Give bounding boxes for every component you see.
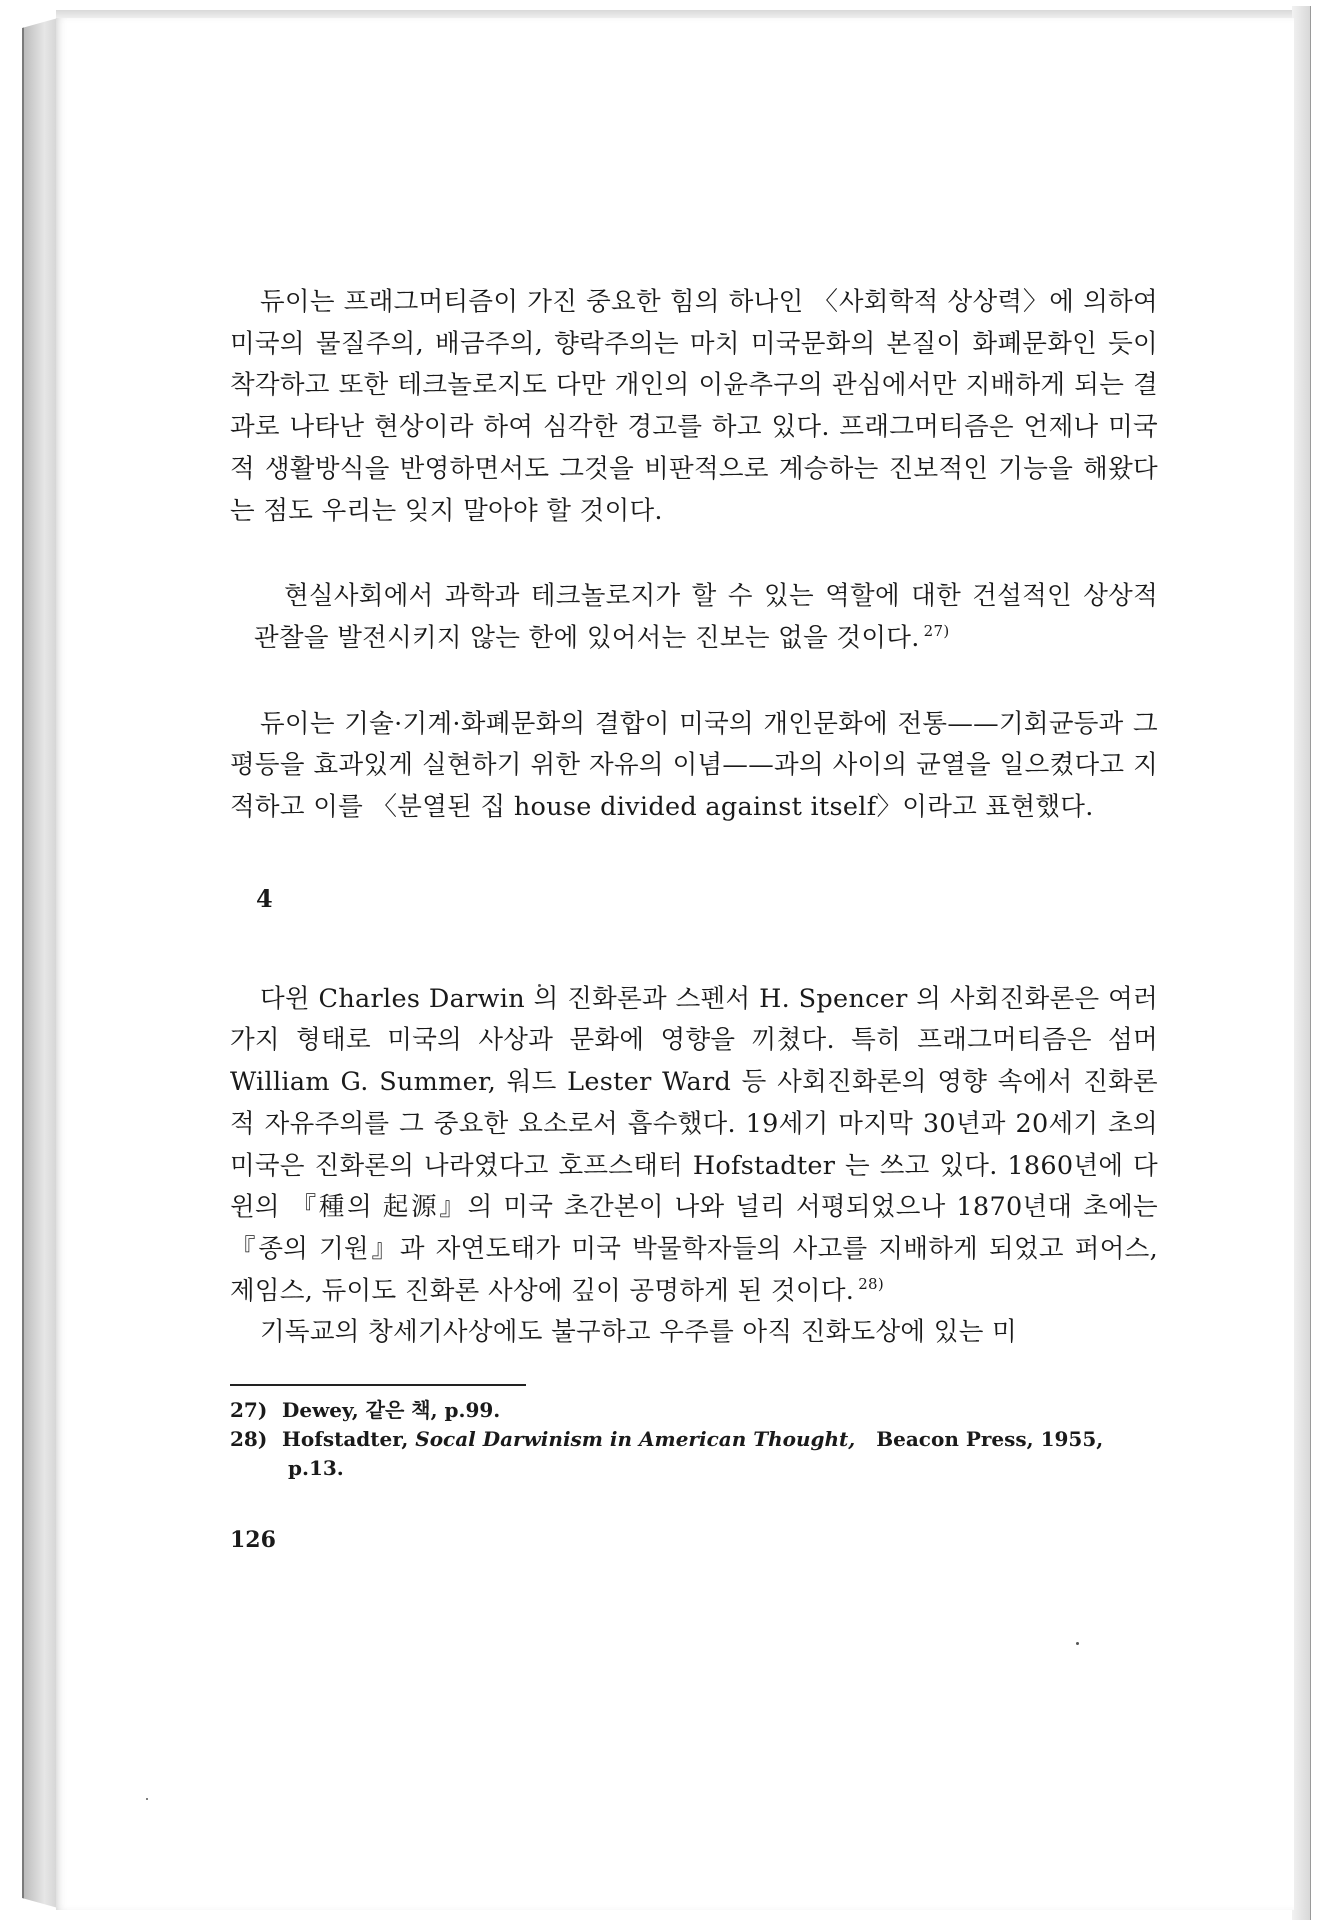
paragraph-4: 기독교의 창세기사상에도 불구하고 우주를 아직 진화도상에 있는 미: [260, 1317, 1017, 1348]
footnote-publisher: Beacon Press, 1955,: [876, 1427, 1104, 1452]
footnote-text: Dewey, 같은 책, p.99.: [282, 1398, 501, 1423]
footnote-number: 27): [230, 1398, 268, 1423]
paragraph-3-text: 다윈 Charles Darwin 의 진화론과 스펜서 H. Spencer 의 사회진화론은 여러 가지 형태로 미국의 사상과 문화에 영향을 끼쳤다. 특히 프래그머티즘은 섬머 William G. Summer, 워드 Lester Ward 등 사회진화론의 영향 속에서 진화론적 자유주의를 그 중요한 요소로서 흡수했다. 19세기 마지막 30년과 20세기 초의 미국은 진화론의 나라였다고 호프스태터 Hofstadter 는 쓰고 있다. 1860년에 다윈의 『種의 起源』의 미국 초간본이 나와 널리 서평되었으나 1870년대 초에는 『종의 기원』과 자연도태가 미국 박물학자들의 사고를 지배하게 되었고 퍼어스, 제임스, 듀이도 진화론 사상에 깊이 공명하게 된 것이다.: [230, 983, 1158, 1306]
book-spine-left: [22, 18, 58, 1908]
footnote-number: 28): [230, 1427, 268, 1452]
paragraph-1: 듀이는 프래그머티즘이 가진 중요한 힘의 하나인 〈사회학적 상상력〉에 의하여 미국의 물질주의, 배금주의, 향락주의는 마치 미국문화의 본질이 화폐문화인 듯이 착각하고 또한 테크놀로지도 다만 개인의 이윤추구의 관심에서만 지배하게 되는 결과로 나타난 현상이라 하여 심각한 경고를 하고 있다. 프래그머티즘은 언제나 미국적 생활방식을 반영하면서도 그것을 비판적으로 계승하는 진보적인 기능을 해왔다는 점도 우리는 잊지 말아야 할 것이다.: [230, 287, 1158, 526]
speck: [146, 1798, 148, 1800]
page-number: 126: [230, 1527, 276, 1554]
footnote-28-page: p.13.: [288, 1456, 344, 1481]
footnote-28: [230, 1425, 1158, 1454]
section-number: 4: [256, 883, 273, 913]
footnote-divider: [230, 1384, 526, 1386]
page-content: [230, 282, 1158, 1553]
paragraph-3: [230, 979, 1158, 1313]
page-edge-right: [1292, 6, 1311, 1920]
footnote-ref-28: 28): [858, 1275, 885, 1294]
block-quote-text: 현실사회에서 과학과 테크놀로지가 할 수 있는 역할에 대한 건설적인 상상적 관찰을 발전시키지 않는 한에 있어서는 진보는 없을 것이다.: [254, 581, 1158, 653]
paragraph-2: 듀이는 기술·기계·화폐문화의 결합이 미국의 개인문화에 전통——기회균등과 그 평등을 효과있게 실현하기 위한 자유의 이념——과의 사이의 균열을 일으켰다고 지적하고 이를 〈분열된 집 house divided against itself〉이라고 표현했다.: [230, 708, 1158, 823]
footnote-27: [230, 1396, 1158, 1425]
footnote-title: Socal Darwinism in American Thought,: [415, 1427, 856, 1452]
block-quote: [254, 576, 1158, 659]
footnote-author: Hofstadter,: [282, 1427, 409, 1452]
footnote-ref-27: 27): [923, 622, 950, 641]
speck: [1076, 1642, 1079, 1645]
